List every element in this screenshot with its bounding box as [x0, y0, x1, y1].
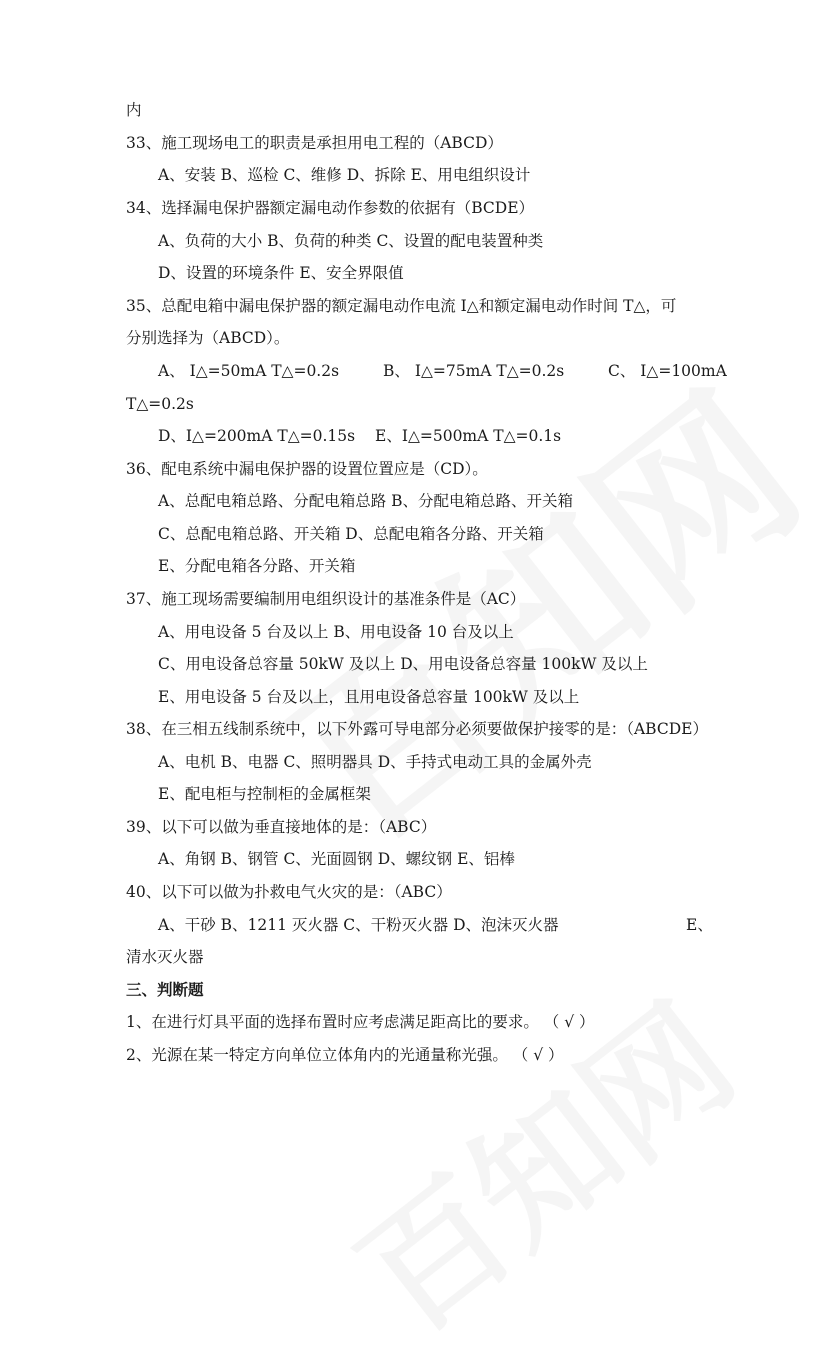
- question-38: 38、在三相五线制系统中，以下外露可导电部分必须要做保护接零的是：（ABCDE）: [126, 720, 708, 738]
- options-36-line1: A、总配电箱总路、分配电箱总路 B、分配电箱总路、开关箱: [158, 492, 574, 510]
- question-33: 33、施工现场电工的职责是承担用电工程的（ABCD）: [126, 134, 503, 152]
- question-40: 40、以下可以做为扑救电气火灾的是：（ABC）: [126, 883, 452, 901]
- question-36: 36、配电系统中漏电保护器的设置位置应是（CD）。: [126, 460, 488, 478]
- option-35-c: C、 I△=100mA: [608, 362, 727, 380]
- question-37: 37、施工现场需要编制用电组织设计的基准条件是（AC）: [126, 590, 526, 608]
- option-35-c-cont: T△=0.2s: [126, 395, 194, 413]
- options-34-line2: D、设置的环境条件 E、安全界限值: [158, 264, 404, 282]
- question-39: 39、以下可以做为垂直接地体的是：（ABC）: [126, 818, 437, 836]
- option-40-e-cont: 清水灭火器: [126, 948, 204, 966]
- options-38-line2: E、配电柜与控制柜的金属框架: [158, 785, 371, 803]
- options-40: A、干砂 B、1211 灭火器 C、干粉灭火器 D、泡沫灭火器: [158, 916, 559, 934]
- options-38-line1: A、电机 B、电器 C、照明器具 D、手持式电动工具的金属外壳: [158, 753, 592, 771]
- option-35-b: B、 I△=75mA T△=0.2s: [383, 362, 565, 380]
- options-34-line1: A、负荷的大小 B、负荷的种类 C、设置的配电装置种类: [158, 232, 544, 250]
- options-37-line3: E、用电设备 5 台及以上，且用电设备总容量 100kW 及以上: [158, 688, 580, 706]
- judgment-1: 1、在进行灯具平面的选择布置时应考虑满足距高比的要求。 （ √ ）: [126, 1013, 595, 1031]
- question-34: 34、选择漏电保护器额定漏电动作参数的依据有（BCDE）: [126, 199, 535, 217]
- section-heading: 三、判断题: [126, 980, 204, 999]
- options-37-line2: C、用电设备总容量 50kW 及以上 D、用电设备总容量 100kW 及以上: [158, 655, 648, 673]
- question-35-cont: 分别选择为（ABCD）。: [126, 329, 290, 347]
- continuation-text: 内: [126, 101, 142, 119]
- options-33: A、安装 B、巡检 C、维修 D、拆除 E、用电组织设计: [158, 166, 531, 184]
- option-40-e: E、: [686, 916, 713, 934]
- option-35-e: E、I△=500mA T△=0.1s: [375, 427, 562, 445]
- options-39: A、角钢 B、钢管 C、光面圆钢 D、螺纹钢 E、铝棒: [158, 850, 515, 868]
- judgment-2: 2、光源在某一特定方向单位立体角内的光通量称光强。 （ √ ）: [126, 1046, 564, 1064]
- options-37-line1: A、用电设备 5 台及以上 B、用电设备 10 台及以上: [158, 623, 514, 641]
- question-35: 35、总配电箱中漏电保护器的额定漏电动作电流 I△和额定漏电动作时间 T△，可: [126, 297, 677, 315]
- option-35-d: D、I△=200mA T△=0.15s: [158, 427, 356, 445]
- option-35-a: A、 I△=50mA T△=0.2s: [158, 362, 340, 380]
- options-36-line2: C、总配电箱总路、开关箱 D、总配电箱各分路、开关箱: [158, 525, 544, 543]
- options-36-line3: E、分配电箱各分路、开关箱: [158, 557, 356, 575]
